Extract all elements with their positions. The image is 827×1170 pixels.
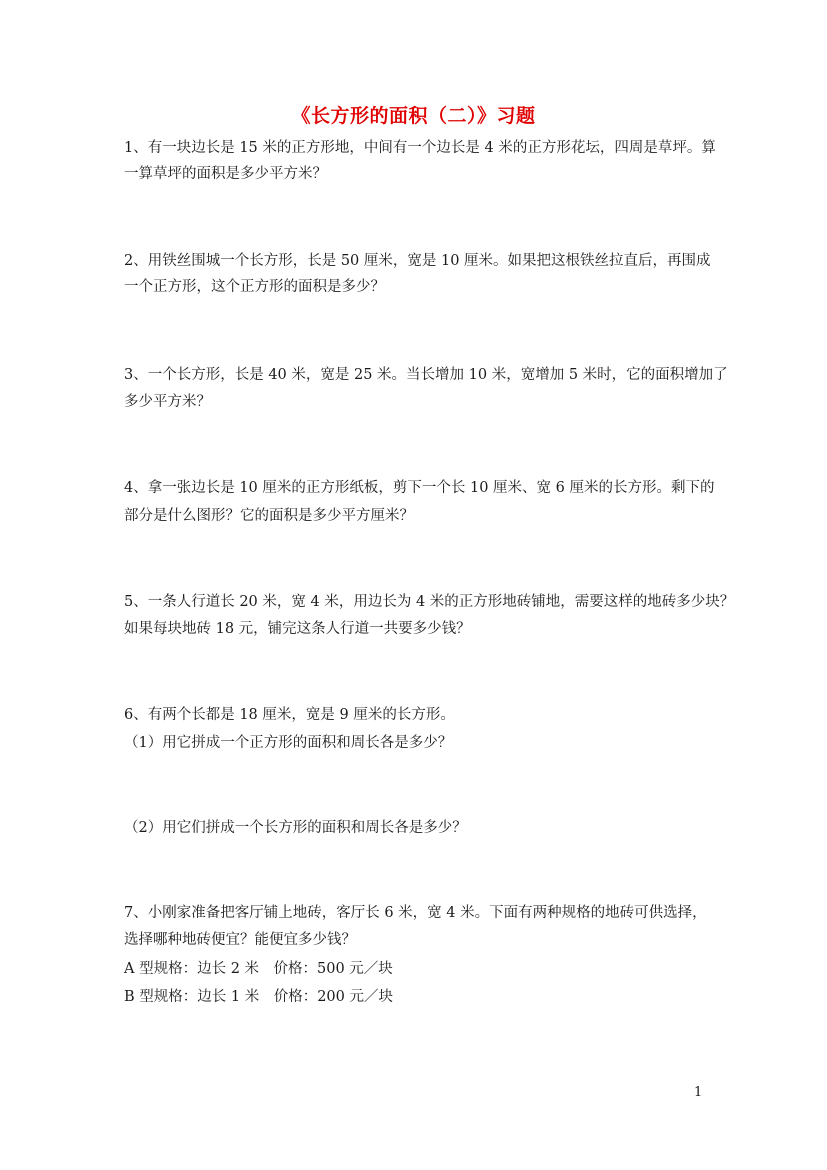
question-5-line-2: 如果每块地砖 18 元，铺完这条人行道一共要多少钱？: [124, 621, 471, 637]
question-6-line-1: 6、有两个长都是 18 厘米，宽是 9 厘米的长方形。: [124, 707, 455, 723]
question-2-line-2: 一个正方形，这个正方形的面积是多少？: [124, 279, 385, 295]
question-2-line-1: 2、用铁丝围城一个长方形，长是 50 厘米，宽是 10 厘米。如果把这根铁丝拉直后，再围成: [124, 253, 711, 269]
question-6-part-2: （2）用它们拼成一个长方形的面积和周长各是多少？: [124, 820, 467, 836]
question-7-option-a: A 型规格：边长 2 米 价格：500 元／块: [124, 961, 393, 977]
question-3-line-2: 多少平方米？: [124, 394, 211, 410]
question-6-part-1: （1）用它拼成一个正方形的面积和周长各是多少？: [124, 735, 453, 751]
question-1-line-2: 一算草坪的面积是多少平方米？: [124, 166, 327, 182]
question-3-line-1: 3、一个长方形，长是 40 米，宽是 25 米。当长增加 10 米，宽增加 5 米时，它的面积增加了: [124, 367, 728, 383]
page-number: 1: [694, 1085, 703, 1100]
question-7-option-b: B 型规格：边长 1 米 价格：200 元／块: [124, 989, 393, 1005]
question-4-line-1: 4、拿一张边长是 10 厘米的正方形纸板，剪下一个长 10 厘米、宽 6 厘米的长方形。剩下的: [124, 480, 715, 496]
question-5-line-1: 5、一条人行道长 20 米，宽 4 米，用边长为 4 米的正方形地砖铺地，需要这样的地砖多少块？: [124, 594, 735, 610]
question-7-line-1: 7、小刚家准备把客厅铺上地砖，客厅长 6 米，宽 4 米。下面有两种规格的地砖可供选择，: [124, 905, 707, 921]
question-4-line-2: 部分是什么图形？它的面积是多少平方厘米？: [124, 508, 414, 524]
question-7-line-2: 选择哪种地砖便宜？能便宜多少钱？: [124, 932, 356, 948]
question-1-line-1: 1、有一块边长是 15 米的正方形地，中间有一个边长是 4 米的正方形花坛，四周是草坪。算: [124, 140, 716, 156]
page-title: 《长方形的面积（二）》习题: [291, 105, 536, 127]
